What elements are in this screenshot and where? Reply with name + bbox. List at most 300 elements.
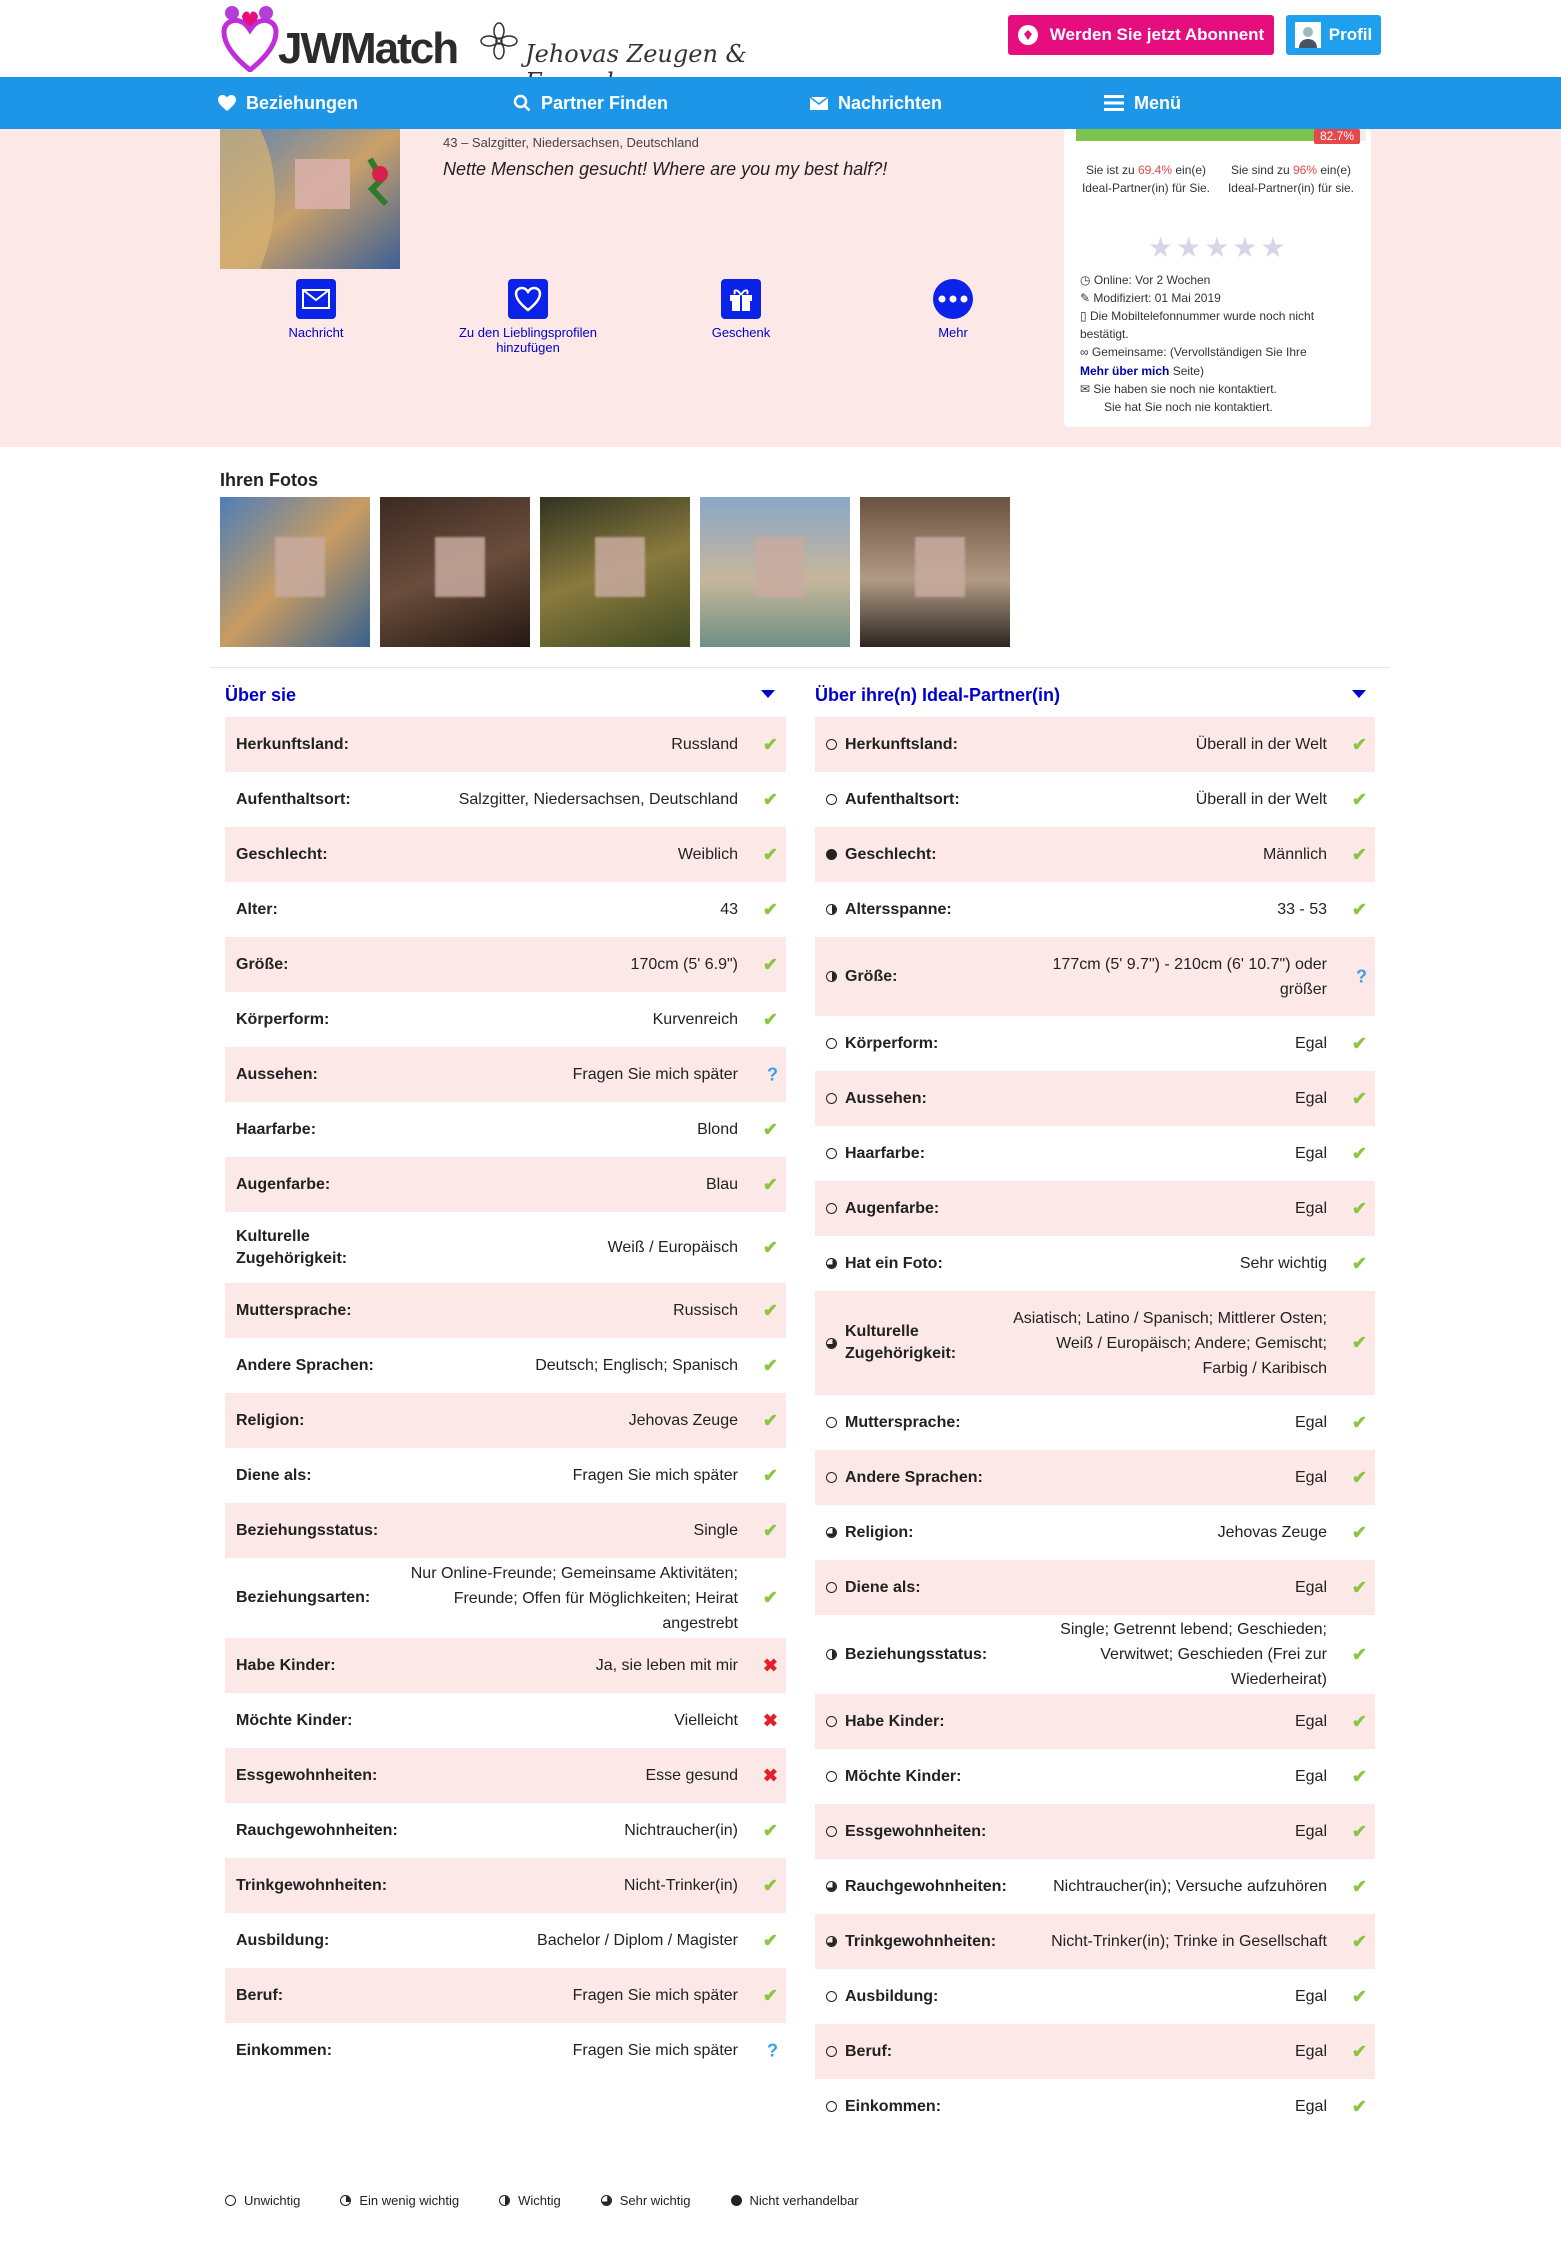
row-value: Esse gesund — [645, 1767, 738, 1784]
cross-icon: ✖ — [762, 1765, 778, 1785]
row-value: Egal — [1294, 1823, 1327, 1840]
question-icon: ? — [1356, 966, 1367, 986]
ideal-row — [815, 1395, 1375, 1450]
row-label: Trinkgewohnheiten: — [815, 1931, 1015, 1953]
legend-item: Wichtig — [499, 2193, 561, 2208]
about-row — [225, 1448, 786, 1503]
photo-thumb[interactable] — [700, 497, 850, 647]
check-icon: ✔ — [762, 1410, 778, 1430]
check-icon: ✔ — [1351, 1412, 1367, 1432]
about-row — [225, 1693, 786, 1748]
row-label: Haarfarbe: — [236, 1120, 317, 1138]
check-icon: ✔ — [762, 1587, 778, 1608]
row-label: Aussehen: — [815, 1088, 1015, 1110]
check-icon: ✔ — [762, 1237, 778, 1257]
row-value: Asiatisch; Latino / Spanisch; Mittlerer Osten; Weiß / Europäisch; Andere; Gemischt; Farbig / Karibisch — [1013, 1309, 1327, 1377]
about-row — [225, 1393, 786, 1448]
about-row — [225, 1748, 786, 1803]
about-row — [225, 1858, 786, 1913]
row-label: Herkunftsland: — [236, 735, 349, 753]
row-label: Kulturelle Zugehörigkeit: — [815, 1321, 1015, 1365]
match-progress-bar — [1076, 129, 1366, 141]
ideal-row — [815, 717, 1375, 772]
row-value: Egal — [1294, 2043, 1327, 2060]
online-status: ◷ Online: Vor 2 Wochen — [1080, 273, 1211, 287]
ideal-partner-header[interactable]: Über ihre(n) Ideal-Partner(in) — [815, 684, 1061, 705]
about-row — [225, 1803, 786, 1858]
importance-icon — [826, 1338, 837, 1349]
row-value: Nur Online-Freunde; Gemeinsame Aktivitäten; Freunde; Offen für Möglichkeiten; Heirat angestrebt — [410, 1564, 738, 1632]
row-value: Vielleicht — [674, 1712, 738, 1729]
row-label: Geschlecht: — [236, 845, 328, 863]
message-action[interactable] — [216, 279, 416, 340]
row-value: Fragen Sie mich später — [572, 1467, 738, 1484]
check-icon: ✔ — [1351, 1711, 1367, 1731]
row-label: Aufenthaltsort: — [815, 789, 1015, 811]
legend-item: Ein wenig wichtig — [340, 2193, 459, 2208]
row-label: Einkommen: — [815, 2096, 1015, 2118]
importance-icon — [826, 1417, 837, 1428]
profile-location: 43 – Salzgitter, Niedersachsen, Deutschland — [443, 135, 699, 150]
row-value: Salzgitter, Niedersachsen, Deutschland — [458, 791, 738, 808]
check-icon: ✔ — [1351, 2041, 1367, 2061]
about-row — [225, 1638, 786, 1693]
row-value: Single; Getrennt lebend; Geschieden; Verwitwet; Geschieden (Frei zur Wiederheirat) — [1060, 1621, 1327, 1688]
check-icon: ✔ — [762, 1820, 778, 1840]
row-label: Essgewohnheiten: — [236, 1766, 378, 1784]
about-her-header[interactable]: Über sie — [225, 684, 297, 705]
row-value: Jehovas Zeuge — [628, 1412, 738, 1429]
importance-icon — [826, 2046, 837, 2057]
about-row — [225, 772, 786, 827]
envelope-icon: ✉ — [1080, 382, 1091, 396]
about-row — [225, 717, 786, 772]
about-row — [225, 1968, 786, 2023]
nav-partner-finden[interactable] — [513, 77, 668, 129]
nav-label: Beziehungen — [246, 92, 359, 113]
legend-item: Sehr wichtig — [601, 2193, 691, 2208]
ideal-row — [815, 1126, 1375, 1181]
check-icon: ✔ — [762, 899, 778, 919]
ideal-row — [815, 1505, 1375, 1560]
check-icon: ✔ — [762, 1985, 778, 2005]
check-icon: ✔ — [762, 1355, 778, 1375]
about-row — [225, 992, 786, 1047]
about-row — [225, 937, 786, 992]
importance-icon — [826, 1582, 837, 1593]
ideal-row — [815, 1694, 1375, 1749]
logo-tagline: Jehovas Zeugen & — [525, 40, 747, 68]
modified-date: ✎ Modifiziert: 01 Mai 2019 — [1080, 291, 1221, 305]
importance-icon — [826, 739, 837, 750]
check-icon: ✔ — [1351, 1467, 1367, 1487]
check-icon: ✔ — [762, 1119, 778, 1139]
row-label: Habe Kinder: — [236, 1656, 336, 1674]
row-label: Augenfarbe: — [236, 1175, 331, 1193]
pencil-icon: ✎ — [1080, 291, 1091, 305]
row-label: Habe Kinder: — [815, 1711, 1015, 1733]
row-label: Beziehungsstatus: — [815, 1644, 1015, 1666]
row-label: Einkommen: — [236, 2041, 333, 2059]
check-icon: ✔ — [1351, 1986, 1367, 2006]
check-icon: ✔ — [1351, 1876, 1367, 1896]
row-value: Überall in der Welt — [1195, 791, 1327, 808]
importance-icon — [499, 2195, 510, 2206]
row-value: Egal — [1294, 1090, 1327, 1107]
row-value: Egal — [1294, 1469, 1327, 1486]
row-label: Möchte Kinder: — [815, 1766, 1015, 1788]
row-value: Männlich — [1262, 846, 1327, 863]
ideal-row — [815, 1450, 1375, 1505]
row-value: Nichtraucher(in); Versuche aufzuhören — [1053, 1878, 1327, 1895]
main-nav — [0, 77, 1561, 129]
match-progress-fill — [1076, 129, 1316, 141]
about-row — [225, 1503, 786, 1558]
chevron-down-icon[interactable] — [761, 690, 775, 698]
row-label: Religion: — [236, 1411, 305, 1429]
row-value: Sehr wichtig — [1239, 1255, 1327, 1272]
row-value: Single — [693, 1522, 738, 1539]
ideal-row — [815, 1969, 1375, 2024]
heart-icon — [514, 286, 542, 312]
about-row — [225, 1283, 786, 1338]
importance-icon — [826, 1649, 837, 1660]
about-row — [225, 1558, 786, 1638]
row-label: Hat ein Foto: — [815, 1253, 1015, 1275]
row-label: Geschlecht: — [815, 844, 1015, 866]
row-label: Beziehungsstatus: — [236, 1521, 379, 1539]
check-icon: ✔ — [762, 1520, 778, 1540]
importance-icon — [826, 1038, 837, 1049]
contact-status-2: Sie hat Sie noch nie kontaktiert. — [1104, 400, 1273, 414]
importance-icon — [601, 2195, 612, 2206]
check-icon: ✔ — [1351, 1522, 1367, 1542]
diamond-icon — [1018, 25, 1038, 45]
row-value: Kurvenreich — [652, 1011, 738, 1028]
site-logo[interactable] — [220, 4, 760, 74]
profile-label: Profil — [1328, 25, 1373, 44]
importance-icon — [826, 1258, 837, 1269]
legend-item: Nicht verhandelbar — [731, 2193, 859, 2208]
about-row — [225, 1913, 786, 1968]
user-avatar-icon — [1295, 22, 1321, 48]
row-label: Ausbildung: — [815, 1986, 1015, 2008]
row-value: Weiblich — [677, 846, 738, 863]
ideal-row — [815, 1291, 1375, 1395]
ideal-row — [815, 1804, 1375, 1859]
cross-icon: ✖ — [762, 1655, 778, 1675]
row-value: Nicht-Trinker(in); Trinke in Gesellschaft — [1051, 1933, 1327, 1950]
row-value: Weiß / Europäisch — [607, 1239, 738, 1256]
row-value: Fragen Sie mich später — [572, 2042, 738, 2059]
row-value: Deutsch; Englisch; Spanisch — [535, 1357, 738, 1374]
row-label: Aufenthaltsort: — [236, 790, 351, 808]
row-label: Augenfarbe: — [815, 1198, 1015, 1220]
check-icon: ✔ — [1351, 1821, 1367, 1841]
row-value: Egal — [1294, 1414, 1327, 1431]
she-is-match: Sie ist zu 69.4% ein(e) Ideal-Partner(in) für Sie. — [1081, 163, 1211, 195]
question-icon: ? — [767, 2040, 778, 2060]
importance-icon — [826, 1527, 837, 1538]
check-icon: ✔ — [1351, 899, 1367, 919]
contact-status-1: ✉ Sie haben sie noch nie kontaktiert. — [1080, 382, 1277, 396]
row-label: Haarfarbe: — [815, 1143, 1015, 1165]
ideal-row — [815, 1859, 1375, 1914]
link-icon: ∞ — [1080, 345, 1089, 359]
photo-thumb[interactable] — [860, 497, 1010, 647]
check-icon: ✔ — [1351, 2096, 1367, 2116]
check-icon: ✔ — [1351, 1088, 1367, 1108]
about-row — [225, 1338, 786, 1393]
row-label: Diene als: — [236, 1466, 312, 1484]
profile-headline: Nette Menschen gesucht! Where are you my best half?! — [443, 159, 888, 179]
photo-thumb[interactable] — [220, 497, 370, 647]
importance-icon — [826, 849, 837, 860]
row-value: 170cm (5' 6.9") — [630, 956, 738, 973]
importance-icon — [340, 2195, 351, 2206]
ideal-row — [815, 2079, 1375, 2134]
row-value: Überall in der Welt — [1195, 736, 1327, 753]
importance-icon — [826, 1826, 837, 1837]
row-value: Russisch — [673, 1302, 738, 1319]
row-label: Körperform: — [815, 1033, 1015, 1055]
row-value: Egal — [1294, 1579, 1327, 1596]
check-icon: ✔ — [762, 1300, 778, 1320]
question-icon: ? — [767, 1064, 778, 1084]
row-value: Egal — [1294, 1713, 1327, 1730]
row-label: Alter: — [236, 900, 278, 918]
row-label: Größe: — [815, 966, 1015, 988]
mobile-status: ▯ Die Mobiltelefonnummer wurde noch nicht bestätigt. — [1080, 309, 1315, 341]
more-action[interactable] — [853, 279, 1053, 340]
check-icon: ✔ — [1351, 1766, 1367, 1786]
about-row — [225, 1102, 786, 1157]
row-label: Religion: — [815, 1522, 1015, 1544]
row-value: Nicht-Trinker(in) — [623, 1877, 738, 1894]
check-icon: ✔ — [1351, 1577, 1367, 1597]
row-label: Beziehungsarten: — [236, 1589, 371, 1606]
row-label: Ausbildung: — [236, 1931, 330, 1949]
check-icon: ✔ — [762, 734, 778, 754]
check-icon: ✔ — [1351, 1033, 1367, 1053]
check-icon: ✔ — [1351, 1143, 1367, 1163]
match-box — [1064, 129, 1371, 427]
clock-icon: ◷ — [1080, 273, 1091, 287]
check-icon: ✔ — [762, 1174, 778, 1194]
row-label: Körperform: — [236, 1010, 330, 1028]
row-label: Muttersprache: — [815, 1412, 1015, 1434]
importance-icon — [225, 2195, 236, 2206]
photos-title: Ihren Fotos — [220, 470, 318, 490]
check-icon: ✔ — [762, 1465, 778, 1485]
check-icon: ✔ — [1351, 1931, 1367, 1951]
nav-nachrichten[interactable] — [810, 77, 942, 129]
importance-icon — [826, 794, 837, 805]
logo-text: JWMatch — [278, 24, 458, 73]
menu-icon — [1104, 95, 1124, 111]
row-label: Andere Sprachen: — [815, 1467, 1015, 1489]
row-label: Aussehen: — [236, 1065, 318, 1083]
ideal-row — [815, 1016, 1375, 1071]
about-me-link[interactable]: Mehr über mich — [1080, 364, 1170, 378]
chevron-down-icon[interactable] — [1352, 690, 1366, 698]
row-value: Blond — [697, 1121, 738, 1138]
check-icon: ✔ — [1351, 1253, 1367, 1273]
ideal-row — [815, 772, 1375, 827]
row-label: Diene als: — [815, 1577, 1015, 1599]
subscribe-label: Werden Sie jetzt Abonnent — [1049, 25, 1265, 44]
importance-icon — [731, 2195, 742, 2206]
row-value: 177cm (5' 9.7") - 210cm (6' 10.7") oder größer — [1052, 955, 1327, 998]
row-label: Rauchgewohnheiten: — [236, 1821, 398, 1839]
nav-menu[interactable] — [1104, 77, 1181, 129]
row-value: 33 - 53 — [1277, 901, 1327, 918]
row-value: Russland — [671, 736, 738, 753]
importance-icon — [826, 1991, 837, 2002]
main-profile-photo[interactable] — [220, 129, 400, 269]
row-label: Rauchgewohnheiten: — [815, 1876, 1015, 1898]
row-label: Größe: — [236, 955, 289, 973]
envelope-icon — [302, 289, 330, 309]
row-value: Egal — [1294, 1200, 1327, 1217]
row-value: 43 — [720, 901, 738, 918]
photo-thumb[interactable] — [540, 497, 690, 647]
row-label: Beruf: — [815, 2041, 1015, 2063]
action-label: Nachricht — [288, 325, 344, 340]
row-value: Egal — [1294, 1035, 1327, 1052]
check-icon: ✔ — [1351, 1198, 1367, 1218]
importance-icon — [826, 1771, 837, 1782]
flower-icon — [480, 22, 518, 60]
logo-hearts-icon — [220, 4, 280, 72]
ideal-row — [815, 827, 1375, 882]
importance-icon — [826, 904, 837, 915]
cross-icon: ✖ — [762, 1710, 778, 1730]
nav-label: Nachrichten — [838, 92, 943, 113]
ideal-row — [815, 1749, 1375, 1804]
about-row — [225, 1157, 786, 1212]
row-value: Fragen Sie mich später — [572, 1066, 738, 1083]
profile-summary — [0, 129, 1561, 447]
rating-stars[interactable]: ★★★★★ — [1148, 232, 1289, 263]
check-icon: ✔ — [762, 844, 778, 864]
importance-icon — [826, 1472, 837, 1483]
row-value: Jehovas Zeuge — [1217, 1524, 1327, 1541]
nav-label: Menü — [1134, 92, 1181, 113]
profile-button[interactable] — [1286, 15, 1381, 55]
importance-icon — [826, 1093, 837, 1104]
ideal-row — [815, 1236, 1375, 1291]
check-icon: ✔ — [1351, 789, 1367, 809]
importance-icon — [826, 1936, 837, 1947]
check-icon: ✔ — [1351, 1644, 1367, 1664]
ideal-row — [815, 937, 1375, 1016]
importance-icon — [826, 1203, 837, 1214]
heart-icon — [218, 95, 236, 111]
ideal-row — [815, 1071, 1375, 1126]
row-label: Altersspanne: — [815, 899, 1015, 921]
ideal-row — [815, 1914, 1375, 1969]
row-label: Essgewohnheiten: — [815, 1821, 1015, 1843]
check-icon: ✔ — [762, 1875, 778, 1895]
row-value: Egal — [1294, 1768, 1327, 1785]
check-icon: ✔ — [762, 1930, 778, 1950]
ideal-row — [815, 1560, 1375, 1615]
row-value: Bachelor / Diplom / Magister — [537, 1932, 738, 1949]
importance-icon — [826, 971, 837, 982]
check-icon: ✔ — [762, 954, 778, 974]
divider — [210, 667, 1390, 668]
row-value: Egal — [1294, 2098, 1327, 2115]
legend-item: Unwichtig — [225, 2193, 300, 2208]
check-icon: ✔ — [1351, 1332, 1367, 1353]
subscribe-button[interactable] — [1008, 15, 1274, 55]
gift-action[interactable] — [641, 279, 841, 340]
more-icon — [938, 295, 968, 303]
ideal-row — [815, 882, 1375, 937]
row-label: Andere Sprachen: — [236, 1356, 374, 1374]
you-are-match: Sie sind zu 96% ein(e) Ideal-Partner(in) für sie. — [1227, 163, 1355, 195]
phone-icon: ▯ — [1080, 309, 1087, 323]
photo-thumb[interactable] — [380, 497, 530, 647]
action-label: Geschenk — [711, 325, 771, 340]
row-label: Kulturelle Zugehörigkeit: — [236, 1227, 348, 1267]
ideal-partner-list — [815, 717, 1375, 2134]
check-icon: ✔ — [1351, 734, 1367, 754]
check-icon: ✔ — [762, 1009, 778, 1029]
ideal-row — [815, 1181, 1375, 1236]
gift-icon — [728, 286, 754, 312]
about-row — [225, 827, 786, 882]
nav-label: Partner Finden — [541, 92, 669, 113]
importance-icon — [826, 2101, 837, 2112]
about-her-list — [225, 717, 786, 2078]
about-row — [225, 2023, 786, 2078]
common-info: ∞ Gemeinsame: (Vervollständigen Sie Ihre — [1080, 345, 1307, 359]
check-icon: ✔ — [1351, 844, 1367, 864]
row-value: Ja, sie leben mit mir — [595, 1657, 738, 1674]
action-label: Mehr — [938, 325, 968, 340]
row-value: Egal — [1294, 1988, 1327, 2005]
ideal-row — [815, 2024, 1375, 2079]
importance-icon — [826, 1148, 837, 1159]
importance-icon — [826, 1881, 837, 1892]
about-row — [225, 1212, 786, 1283]
row-label: Herkunftsland: — [815, 734, 1015, 756]
row-label: Trinkgewohnheiten: — [236, 1876, 388, 1894]
nav-beziehungen[interactable] — [218, 77, 358, 129]
check-icon: ✔ — [762, 789, 778, 809]
search-icon — [513, 94, 531, 112]
row-label: Muttersprache: — [236, 1301, 352, 1319]
top-header — [0, 0, 1561, 77]
row-value: Blau — [705, 1176, 738, 1193]
row-value: Fragen Sie mich später — [572, 1987, 738, 2004]
row-value: Nichtraucher(in) — [624, 1822, 738, 1839]
action-label: Zu den Lieblingsprofilen hinzufügen — [458, 325, 598, 355]
row-label: Möchte Kinder: — [236, 1711, 353, 1729]
importance-legend — [225, 2193, 859, 2208]
row-value: Egal — [1294, 1145, 1327, 1162]
importance-icon — [826, 1716, 837, 1727]
row-label: Beruf: — [236, 1986, 284, 2004]
common-info-2: Mehr über mich Seite) — [1080, 364, 1205, 378]
about-row — [225, 882, 786, 937]
envelope-icon — [810, 97, 828, 110]
about-row — [225, 1047, 786, 1102]
favorite-action[interactable] — [428, 279, 628, 355]
match-percent: 82.7% — [1314, 129, 1360, 144]
